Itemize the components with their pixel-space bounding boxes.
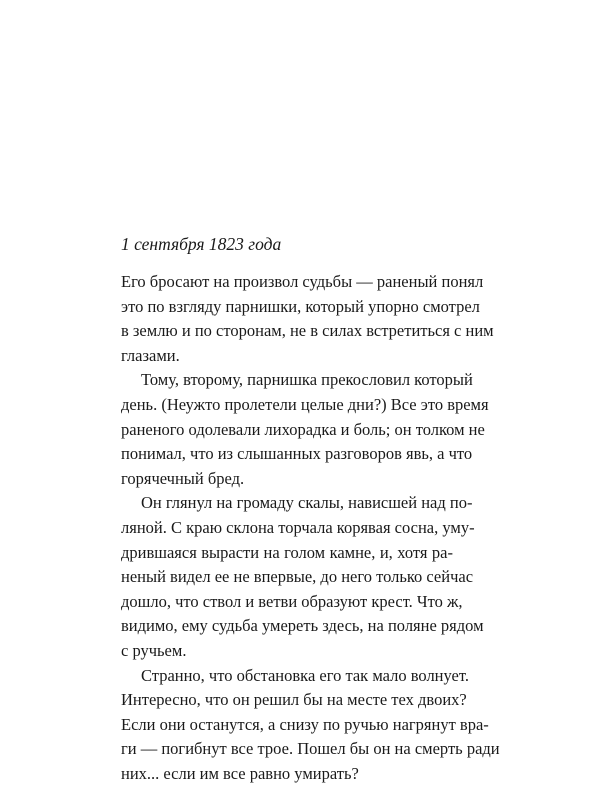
text-line: ляной. С краю склона торчала корявая сосна, уму-: [121, 516, 453, 541]
body-text: [121, 270, 453, 786]
text-line: них... если им все равно умирать?: [121, 762, 453, 786]
text-line: ги — погибнут все трое. Пошел бы он на смерть ради: [121, 737, 453, 762]
text-line: Если они останутся, а снизу по ручью нагрянут вра-: [121, 713, 453, 738]
text-line: дрившаяся вырасти на голом камне, и, хотя ра-: [121, 541, 453, 566]
text-line: Тому, второму, парнишка прекословил который: [121, 368, 453, 393]
text-line: Интересно, что он решил бы на месте тех двоих?: [121, 688, 453, 713]
text-line: это по взгляду парнишки, который упорно смотрел: [121, 295, 453, 320]
paragraph-2: [121, 368, 453, 491]
text-line: в землю и по сторонам, не в силах встретиться с ним: [121, 319, 453, 344]
text-line: видимо, ему судьба умереть здесь, на поляне рядом: [121, 614, 453, 639]
chapter-date-heading: 1 сентября 1823 года: [121, 232, 481, 256]
text-line: Его бросают на произвол судьбы — раненый понял: [121, 270, 453, 295]
text-line: глазами.: [121, 344, 453, 369]
text-line: неный видел ее не впервые, до него только сейчас: [121, 565, 453, 590]
paragraph-4: [121, 664, 453, 786]
text-line: раненого одолевали лихорадка и боль; он толком не: [121, 418, 453, 443]
text-line: день. (Неужто пролетели целые дни?) Все это время: [121, 393, 453, 418]
text-line: Странно, что обстановка его так мало волнует.: [121, 664, 453, 689]
text-line: с ручьем.: [121, 639, 453, 664]
text-line: горячечный бред.: [121, 467, 453, 492]
text-line: Он глянул на громаду скалы, нависшей над по-: [121, 491, 453, 516]
text-line: понимал, что из слышанных разговоров явь, а что: [121, 442, 453, 467]
paragraph-1: [121, 270, 453, 368]
text-line: дошло, что ствол и ветви образуют крест. Что ж,: [121, 590, 453, 615]
paragraph-3: [121, 491, 453, 663]
